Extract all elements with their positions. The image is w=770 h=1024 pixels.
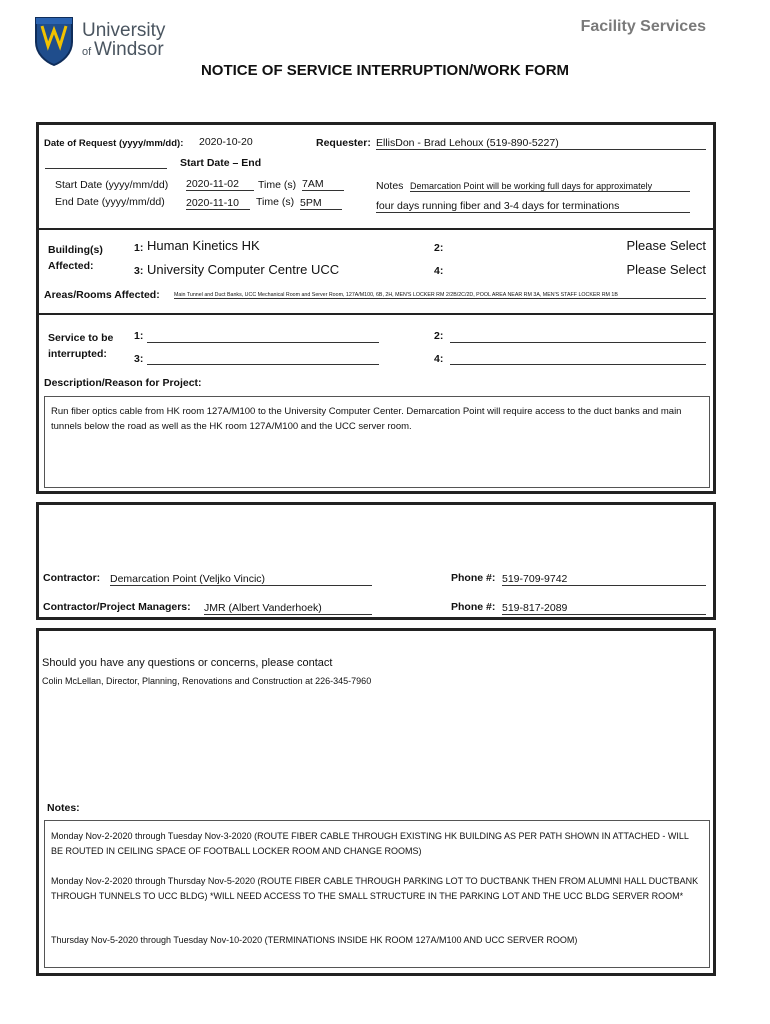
building-4-select[interactable]: Please Select: [626, 262, 706, 277]
end-date-label: End Date (yyyy/mm/dd): [55, 196, 165, 208]
start-time-label: Time (s): [258, 179, 297, 191]
notes-line-1[interactable]: Demarcation Point will be working full days for approximately: [410, 181, 690, 192]
buildings-label-line2: Affected:: [48, 260, 94, 272]
areas-value[interactable]: Main Tunnel and Duct Banks, UCC Mechanical Room and Server Room, 127A/M100, 6B, 2H, MEN'S LOCKER RM 2/2B/2C/2D, POOL AREA NEAR RM 3A, MEN'S STAFF LOCKER RM 1B: [174, 292, 706, 299]
requester-label: Requester:: [316, 137, 371, 149]
end-time-label: Time (s): [256, 196, 295, 208]
building-2-select[interactable]: Please Select: [626, 238, 706, 253]
service-2-field[interactable]: [450, 330, 706, 343]
logo-text-windsor: Windsor: [94, 39, 164, 60]
logo-text-of: of: [82, 46, 92, 58]
start-time-value[interactable]: 7AM: [302, 178, 344, 191]
section-divider: [38, 313, 714, 315]
notes-entry-1[interactable]: Monday Nov-2-2020 through Tuesday Nov-3-2020 (ROUTE FIBER CABLE THROUGH EXISTING HK BUILDING AS PER PATH SHOWN IN ATTACHED - WILL BE ROUTED IN CEILING SPACE OF FOOTBALL LOCKER ROOM AND CHANGE ROOMS): [51, 831, 689, 856]
start-end-heading: Start Date – End: [180, 157, 262, 169]
start-date-value[interactable]: 2020-11-02: [186, 178, 254, 191]
facility-services: Facility Services: [580, 18, 706, 35]
logo-text-university: University: [82, 20, 166, 41]
building-1-select[interactable]: Human Kinetics HK: [147, 238, 260, 253]
date-of-request-value[interactable]: 2020-10-20: [199, 136, 253, 148]
phone-2-value[interactable]: 519-817-2089: [502, 602, 706, 615]
description-text[interactable]: Run fiber optics cable from HK room 127A/M100 to the University Computer Center. Demarcation Point will require access to the duct banks and main tunnels below the road as well as the HK room 127A/M100 and the UCC server room.: [51, 406, 682, 432]
service-number-3: 3:: [134, 353, 144, 365]
service-1-field[interactable]: [147, 330, 379, 343]
notes-label: Notes: [376, 180, 404, 192]
service-label: [48, 330, 113, 362]
service-number-4: 4:: [434, 353, 444, 365]
requester-value[interactable]: EllisDon - Brad Lehoux (519-890-5227): [376, 137, 706, 150]
service-3-field[interactable]: [147, 352, 379, 365]
phone-label-1: Phone #:: [451, 572, 496, 584]
date-of-request-label: Date of Request (yyyy/mm/dd):: [44, 138, 184, 149]
building-number-3: 3:: [134, 265, 144, 277]
buildings-label-line1: Building(s): [48, 244, 103, 256]
shield-icon: [34, 16, 74, 66]
end-date-value[interactable]: 2020-11-10: [186, 197, 250, 210]
manager-label: Contractor/Project Managers:: [43, 601, 191, 613]
notes-heading: Notes:: [47, 802, 80, 814]
service-number-2: 2:: [434, 330, 444, 342]
building-3-select[interactable]: University Computer Centre UCC: [147, 262, 340, 277]
contact-line-2: Colin McLellan, Director, Planning, Renovations and Construction at 226-345-7960: [42, 676, 372, 686]
notes-line-2[interactable]: four days running fiber and 3-4 days for terminations: [376, 200, 690, 213]
page-title: NOTICE OF SERVICE INTERRUPTION/WORK FORM: [200, 62, 570, 79]
building-number-1: 1:: [134, 242, 144, 254]
building-number-4: 4:: [434, 265, 444, 277]
building-number-2: 2:: [434, 242, 444, 254]
contractor-label: Contractor:: [43, 572, 101, 584]
description-label: Description/Reason for Project:: [44, 377, 202, 389]
manager-value[interactable]: JMR (Albert Vanderhoek): [204, 602, 372, 615]
service-4-field[interactable]: [450, 352, 706, 365]
notes-entry-3[interactable]: Thursday Nov-5-2020 through Tuesday Nov-10-2020 (TERMINATIONS INSIDE HK ROOM 127A/M100 AND UCC SERVER ROOM): [51, 935, 578, 945]
service-label-line1: Service to be: [48, 332, 114, 344]
service-label-line2: interrupted:: [48, 348, 107, 360]
university-logo: [34, 16, 174, 68]
blank-line: [45, 158, 167, 169]
areas-label: Areas/Rooms Affected:: [44, 289, 160, 301]
phone-label-2: Phone #:: [451, 601, 496, 613]
service-number-1: 1:: [134, 330, 144, 342]
buildings-label: [48, 242, 103, 274]
notes-entry-2[interactable]: Monday Nov-2-2020 through Thursday Nov-5-2020 (ROUTE FIBER CABLE THROUGH PARKING LOT TO DUCTBANK THEN FROM ALUMNI HALL DUCTBANK THROUGH TUNNELS TO UCC BLDG) *WILL NEED ACCESS TO THE SMALL STRUCTURE IN THE PARKING LOT AND THE UCC BLDG SERVER ROOM*: [51, 876, 699, 901]
contractor-value[interactable]: Demarcation Point (Veljko Vincic): [110, 573, 372, 586]
start-date-label: Start Date (yyyy/mm/dd): [55, 179, 169, 191]
contact-line-1: Should you have any questions or concerns, please contact: [42, 657, 333, 669]
section-divider: [38, 228, 714, 230]
end-time-value[interactable]: 5PM: [300, 197, 342, 210]
phone-1-value[interactable]: 519-709-9742: [502, 573, 706, 586]
